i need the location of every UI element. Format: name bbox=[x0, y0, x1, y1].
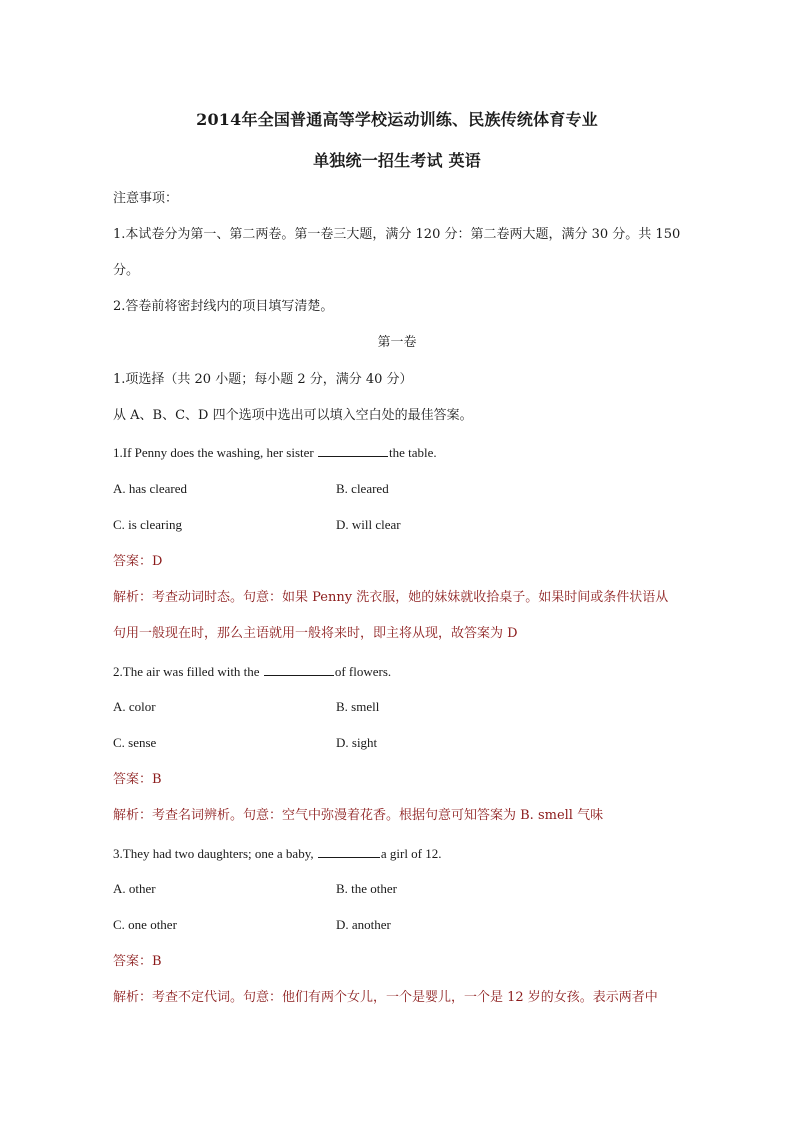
question-3-analysis-line1: 解析：考查不定代词。句意：他们有两个女儿，一个是婴儿，一个是 12 岁的女孩。表示两者中 bbox=[113, 990, 658, 1005]
question-1-stem-after: the table. bbox=[389, 445, 437, 460]
notes-item1-line1: 1.本试卷分为第一、第二两卷。第一卷三大题，满分 120 分：第二卷两大题，满分 30 分。共 150 bbox=[113, 227, 681, 242]
question-1-analysis-line1: 解析：考查动词时态。句意：如果 Penny 洗衣服，她的妹妹就收拾桌子。如果时间或条件状语从 bbox=[113, 590, 669, 605]
question-1-stem bbox=[113, 443, 713, 462]
question-3-option-b: B. the other bbox=[336, 881, 398, 896]
question-2-analysis-line1: 解析：考查名词辨析。句意：空气中弥漫着花香。根据句意可知答案为 B. smell 气味 bbox=[113, 808, 604, 823]
question-1-option-c: C. is clearing bbox=[113, 517, 182, 532]
question-3-stem bbox=[113, 844, 713, 863]
notes-item2: 2.答卷前将密封线内的项目填写清楚。 bbox=[113, 299, 334, 314]
question-1-answer: 答案：D bbox=[113, 554, 163, 569]
question-2-option-b: B. smell bbox=[336, 699, 380, 714]
question-3-option-d: D. another bbox=[336, 917, 391, 932]
question-2-stem-after: of flowers. bbox=[334, 664, 392, 679]
question-3-stem-after: a girl of 12. bbox=[380, 846, 442, 861]
question-1-analysis-line2: 句用一般现在时，那么主语就用一般将来时，即主将从现，故答案为 D bbox=[113, 626, 518, 641]
question-2-option-c: C. sense bbox=[113, 735, 157, 750]
question-1-option-a: A. has cleared bbox=[113, 481, 187, 496]
exam-title-line1: 2014年全国普通高等学校运动训练、民族传统体育专业 bbox=[196, 110, 598, 129]
question-3-answer: 答案：B bbox=[113, 954, 162, 969]
question-3-stem-before: 3.They had two daughters; one a baby, bbox=[113, 846, 314, 861]
exam-title-line2: 单独统一招生考试 英语 bbox=[313, 151, 481, 170]
question-1-blank bbox=[318, 443, 388, 457]
question-1-option-d: D. will clear bbox=[336, 517, 401, 532]
volume-heading: 第一卷 bbox=[377, 335, 417, 350]
question-2-stem bbox=[113, 662, 713, 681]
part-instructions: 从 A、B、C、D 四个选项中选出可以填入空白处的最佳答案。 bbox=[113, 408, 473, 423]
question-2-stem-before: 2.The air was filled with the bbox=[113, 664, 260, 679]
question-2-blank bbox=[264, 662, 334, 676]
notes-item1-line2: 分。 bbox=[113, 263, 140, 278]
question-3-blank bbox=[318, 844, 380, 858]
question-2-option-d: D. sight bbox=[336, 735, 378, 750]
question-1-option-b: B. cleared bbox=[336, 481, 389, 496]
part-title: 1.项选择（共 20 小题；每小题 2 分，满分 40 分） bbox=[113, 372, 413, 387]
question-3-option-c: C. one other bbox=[113, 917, 177, 932]
question-3-option-a: A. other bbox=[113, 881, 156, 896]
notes-heading: 注意事项： bbox=[113, 191, 179, 206]
question-2-option-a: A. color bbox=[113, 699, 156, 714]
question-1-stem-before: 1.If Penny does the washing, her sister bbox=[113, 445, 314, 460]
question-2-answer: 答案：B bbox=[113, 772, 162, 787]
